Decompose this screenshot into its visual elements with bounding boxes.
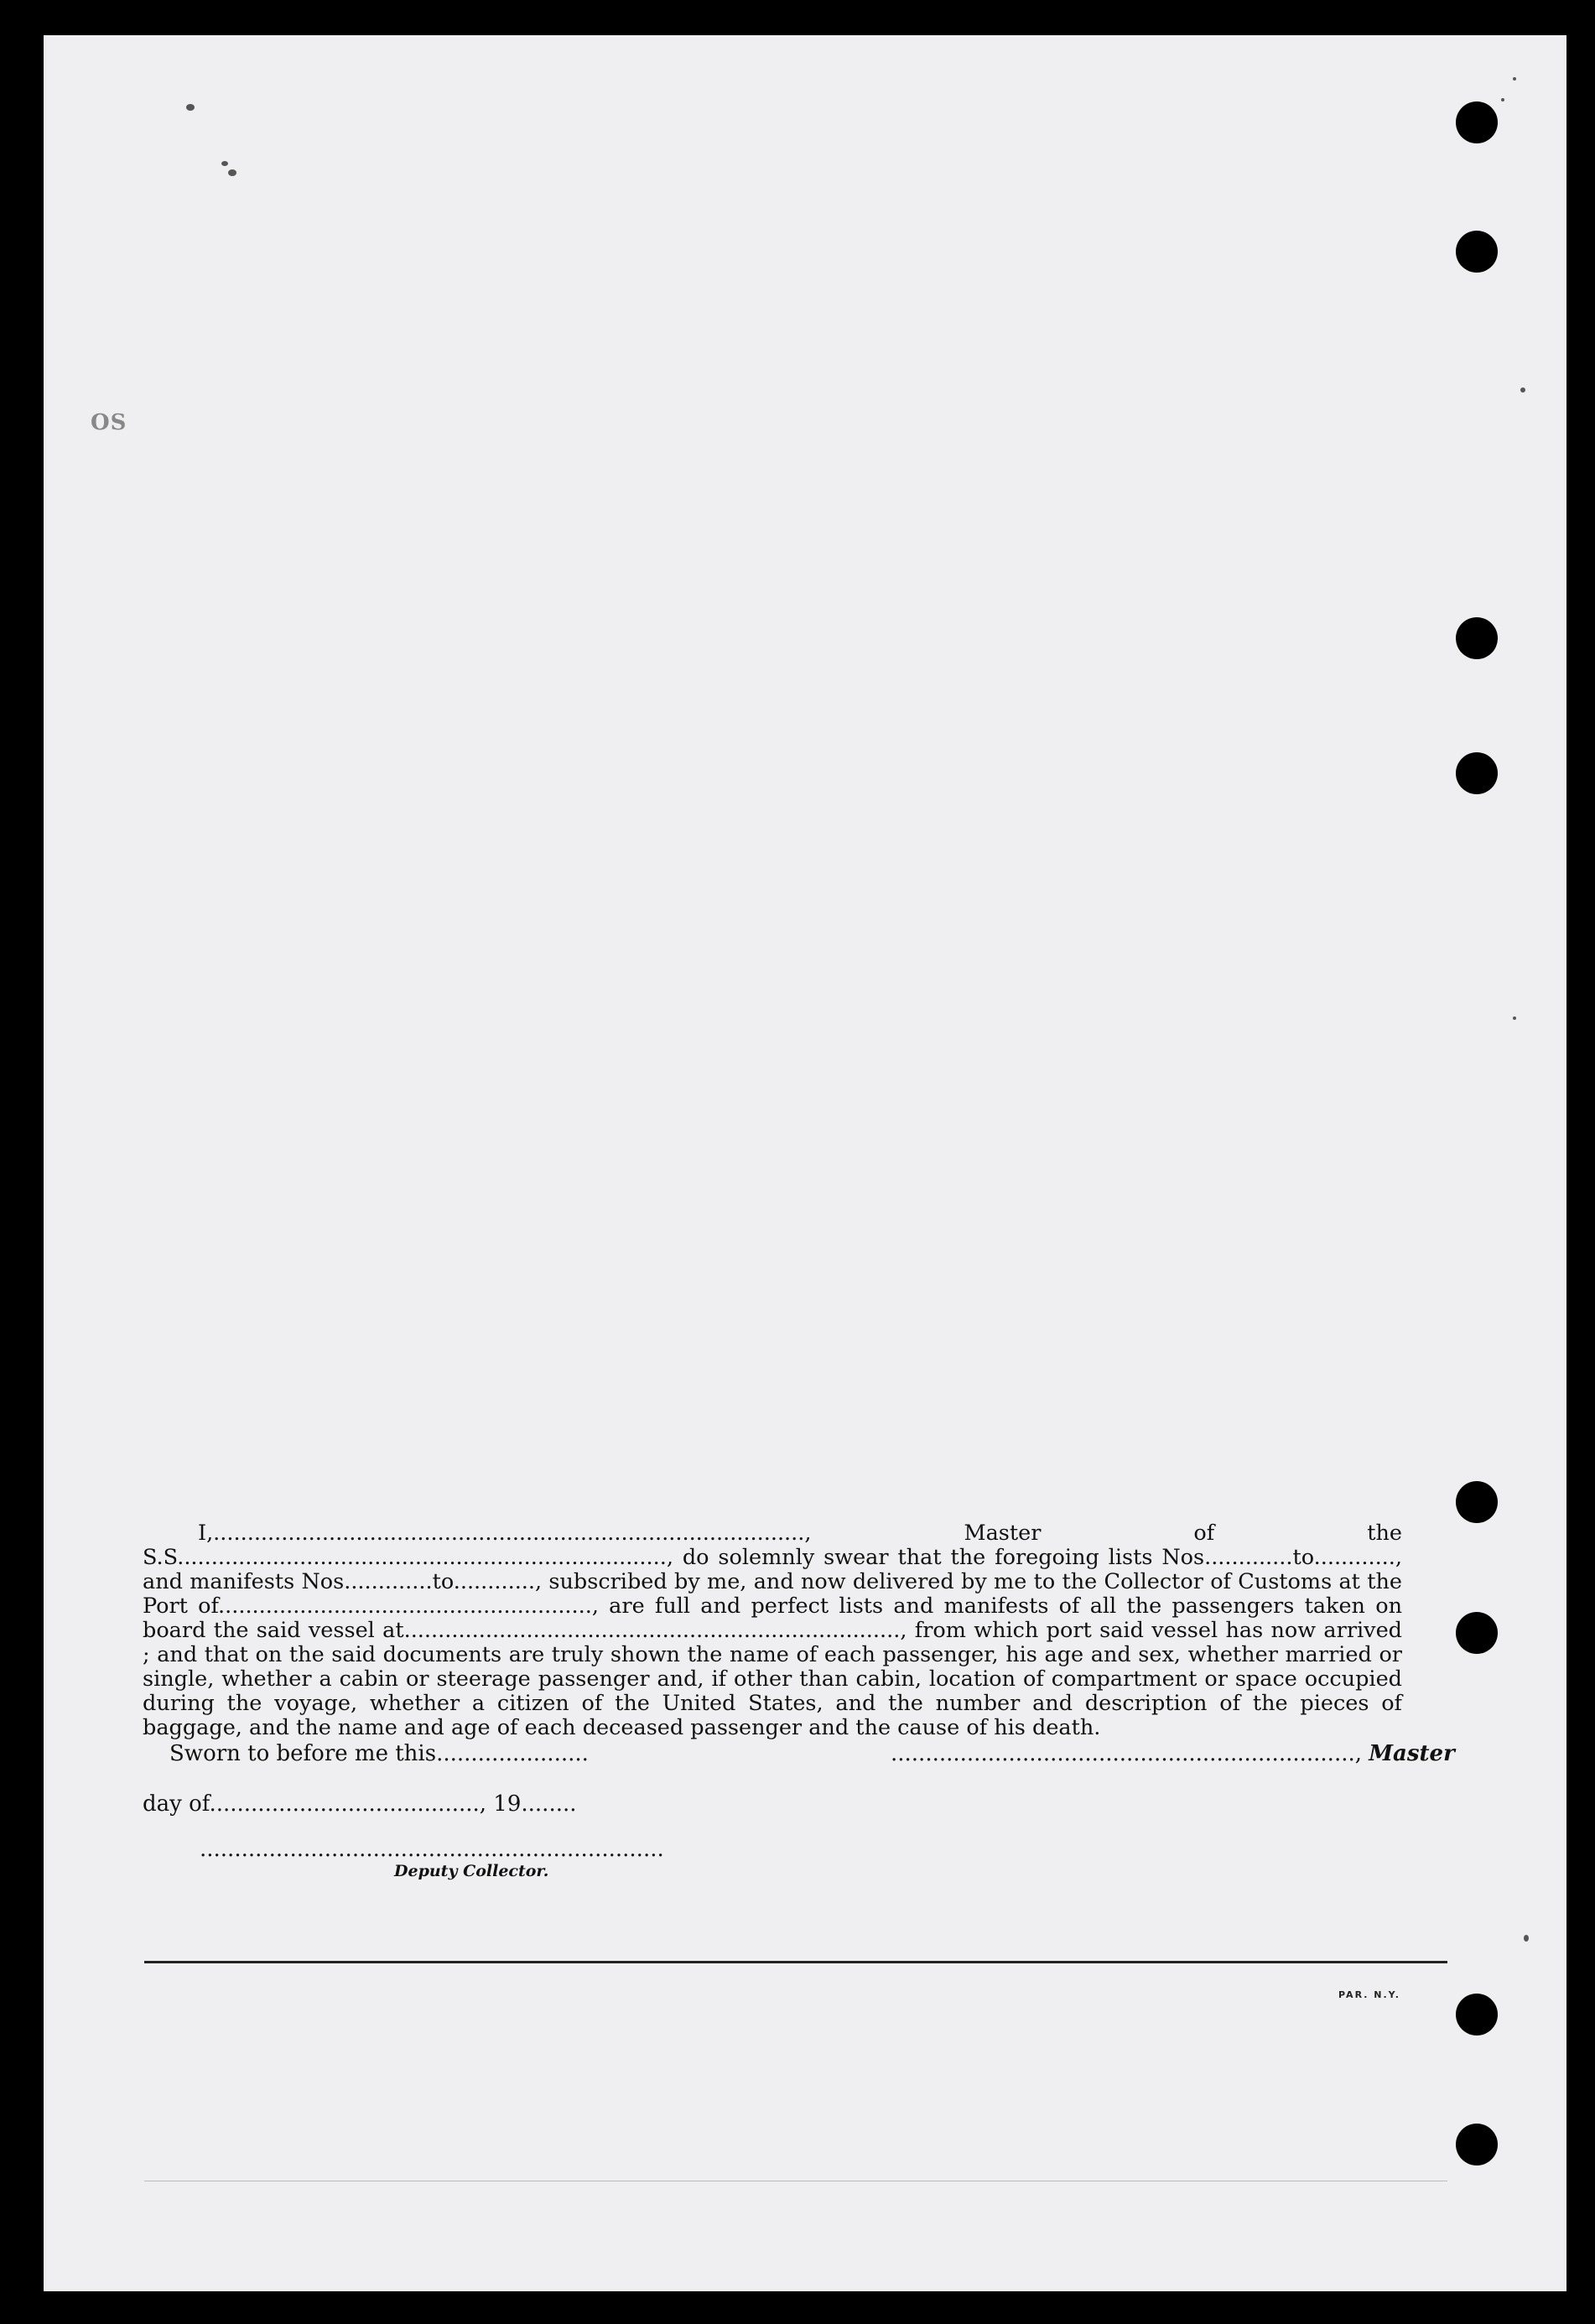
master-signature-dots: ..................................................................., — [891, 1741, 1362, 1766]
punch-hole — [1456, 101, 1498, 143]
scan-speck — [228, 169, 236, 176]
punch-hole — [1456, 231, 1498, 273]
oath-paragraph — [143, 1521, 1402, 1740]
margin-stamp: OS — [91, 410, 127, 435]
scan-speck — [1501, 98, 1504, 101]
scan-speck — [221, 161, 228, 166]
scan-speck — [1524, 1935, 1529, 1942]
scan-speck — [1513, 1016, 1516, 1020]
scan-speck — [1520, 387, 1525, 393]
footer-rule — [144, 1961, 1447, 1963]
punch-hole — [1456, 1481, 1498, 1523]
sworn-before-line: Sworn to before me this...................... — [169, 1741, 589, 1766]
punch-hole — [1456, 1612, 1498, 1654]
scan-speck — [186, 104, 195, 111]
deputy-collector-label: Deputy Collector. — [394, 1862, 549, 1880]
printer-imprint: PAR. N.Y. — [1338, 1989, 1400, 2000]
day-of-line: day of......................................., 19........ — [143, 1791, 577, 1817]
deputy-signature-line: ................................................................... — [200, 1837, 664, 1862]
oath-text: I,......................................................................................., Master of the S.S........................................................................, do solemnly swear that the foregoing lists Nos.............to............, and manifests Nos.............to............, subscribed by me, and now delivered by me to the Collector of Customs at the Port of......................................................., are full and perfect lists and manifests of all the passengers taken on board the said vessel at........................................................................., from which port said vessel has now arrived ; and that on the said documents are truly shown the name of each passenger, his age and sex, whether married or single, whether a cabin or steerage passenger and, if other than cabin, location of compartment or space occupied during the voyage, whether a citizen of the United States, and the number and description of the pieces of baggage, and the name and age of each deceased passenger and the cause of his death. — [143, 1521, 1402, 1740]
punch-hole — [1456, 752, 1498, 794]
punch-hole — [1456, 1994, 1498, 2035]
punch-hole — [1456, 617, 1498, 659]
punch-hole — [1456, 2124, 1498, 2165]
form-page — [44, 35, 1566, 2291]
scan-speck — [1513, 77, 1516, 81]
master-label: Master — [1369, 1741, 1455, 1766]
master-signature-line — [891, 1741, 1455, 1766]
